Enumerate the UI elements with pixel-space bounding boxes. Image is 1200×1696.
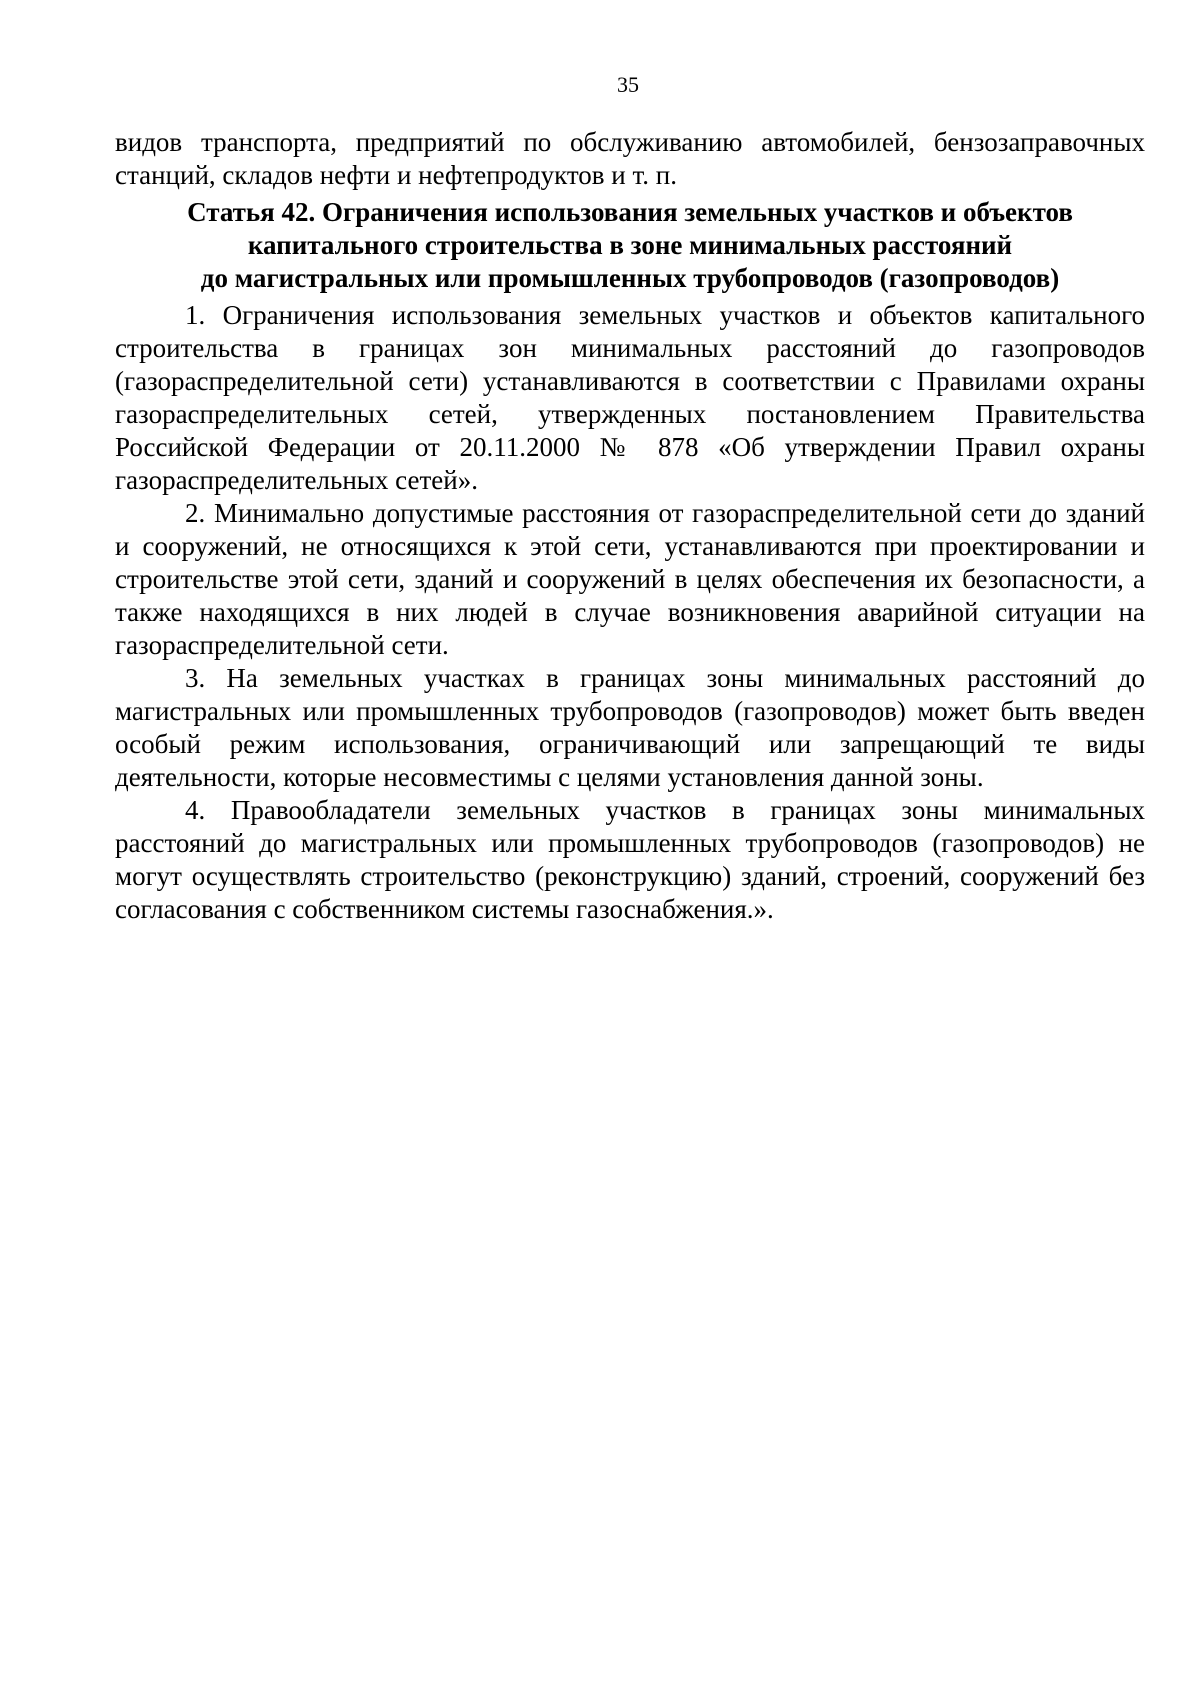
article-paragraph-4: 4. Правообладатели земельных участков в границах зоны минимальных расстояний до магистральных или промышленных трубопроводов (газопроводов) не могут осуществлять строительство (реконструкцию) зданий, строений, сооружений без согласования с собственником системы газоснабжения.». [115,795,1145,924]
article-title-line: капитального строительства в зоне минимальных расстояний [247,230,1013,260]
intro-paragraph: видов транспорта, предприятий по обслуживанию автомобилей, бензозаправочных станций, складов нефти и нефтепродуктов и т. п. [115,127,1145,190]
article-paragraph-3: 3. На земельных участках в границах зоны минимальных расстояний до магистральных или промышленных трубопроводов (газопроводов) может быть введен особый режим использования, ограничивающий или запрещающий те виды деятельности, которые несовместимы с целями установления данной зоны. [115,663,1145,792]
article-paragraph-2: 2. Минимально допустимые расстояния от газораспределительной сети до зданий и сооружений, не относящихся к этой сети, устанавливаются при проектировании и строительстве этой сети, зданий и сооружений в целях обеспечения их безопасности, а также находящихся в них людей в случае возникновения аварийной ситуации на газораспределительной сети. [115,498,1145,660]
article-title [115,196,1145,295]
article-paragraph-1: 1. Ограничения использования земельных участков и объектов капитального строительства в границах зон минимальных расстояний до газопроводов (газораспределительной сети) устанавливаются в соответствии с Правилами охраны газораспределительных сетей, утвержденных постановлением Правительства Российской Федерации от 20.11.2000 № 878 «Об утверждении Правил охраны газораспределительных сетей». [115,300,1145,495]
page-content [115,126,1145,926]
article-title-line: до магистральных или промышленных трубопроводов (газопроводов) [200,263,1060,293]
article-title-line: Статья 42. Ограничения использования земельных участков и объектов [187,197,1073,227]
page-number: 35 [617,72,639,97]
